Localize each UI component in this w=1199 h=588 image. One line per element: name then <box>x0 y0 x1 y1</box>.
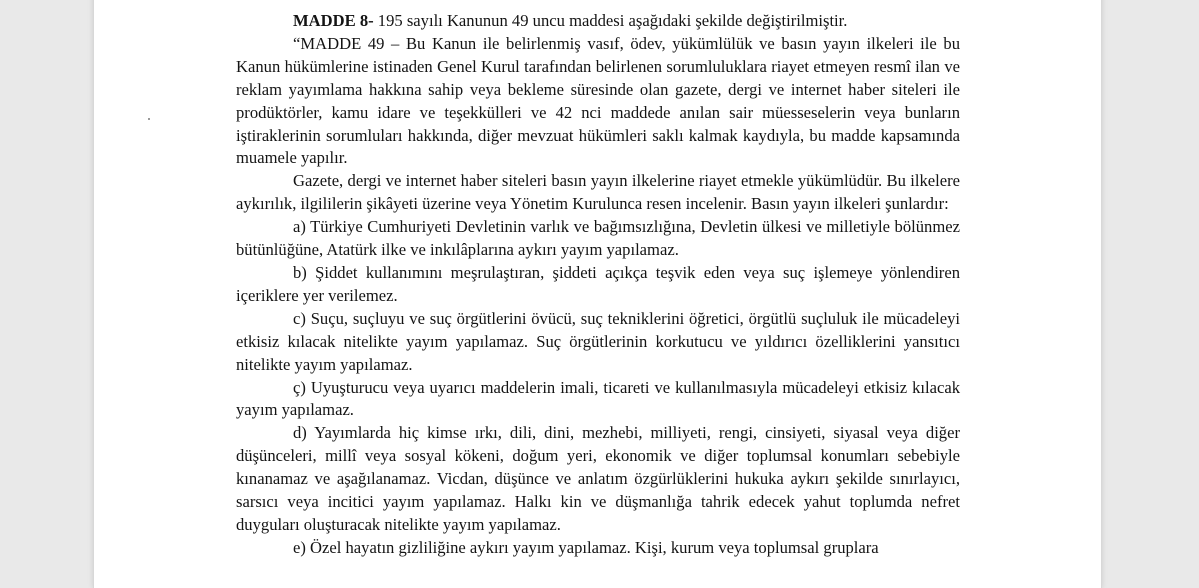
clause-cedilla-c: ç) Uyuşturucu veya uyarıcı maddelerin imali, ticareti ve kullanılmasıyla mücadeleyi etkisiz kılacak yayım yapılamaz. <box>236 377 960 420</box>
document-body <box>236 10 960 560</box>
clause-d: d) Yayımlarda hiç kimse ırkı, dili, dini, mezhebi, milliyeti, rengi, cinsiyeti, siyasal veya diğer düşünceleri, millî veya sosyal kökeni, doğum yeri, ekonomik ve diğer toplumsal konumları sebebiyle kınanamaz ve aşağılanamaz. Vicdan, düşünce ve anlatım özgürlüklerini hukuka aykırı şekilde sınırlayıcı, sarsıcı veya incitici yayım yapılamaz. Halkı kin ve düşmanlığa tahrik edecek yahut toplumda nefret duyguları oluşturacak nitelikte yayım yapılamaz. <box>236 423 960 534</box>
article-label: MADDE 8- <box>293 11 374 30</box>
clause-c: c) Suçu, suçluyu ve suç örgütlerini övücü, suç tekniklerini öğretici, örgütlü suçluluk ile mücadeleyi etkisiz kılacak nitelikte yayım yapılamaz. Suç örgütlerinin korkutucu ve yıldırıcı özelliklerini yansıtıcı nitelikte yayım yapılamaz. <box>236 308 960 374</box>
clause-b: b) Şiddet kullanımını meşrulaştıran, şiddeti açıkça teşvik eden veya suç işlemeye yönlendiren içeriklere yer verilemez. <box>236 262 960 305</box>
article-heading-text: 195 sayılı Kanunun 49 uncu maddesi aşağıdaki şekilde değiştirilmiştir. <box>373 11 848 30</box>
clause-e: e) Özel hayatın gizliliğine aykırı yayım yapılamaz. Kişi, kurum veya toplumsal gruplara <box>293 537 879 557</box>
scan-speck <box>148 118 150 120</box>
paragraph-madde-49: “MADDE 49 – Bu Kanun ile belirlenmiş vasıf, ödev, yükümlülük ve basın yayın ilkeleri ile bu Kanun hükümlerine istinaden Genel Kurul tarafından belirlenen sorumluluklara riayet etmeyen resmî ilan ve reklam yayımlama hakkına sahip veya bekleme süresinde olan gazete, dergi ve internet haber siteleri ile prodüktörler, kamu idare ve teşekkülleri ve 42 nci maddede anılan sair müesseselerin veya bunların iştiraklerinin sorumluları hakkında, diğer mevzuat hükümleri saklı kalmak kaydıyla, bu madde kapsamında muamele yapılır. <box>236 33 960 168</box>
article-heading-line <box>236 10 960 33</box>
paragraph-press-principles-intro: Gazete, dergi ve internet haber siteleri basın yayın ilkelerine riayet etmekle yükümlüdür. Bu ilkelere aykırılık, ilgililerin şikâyeti üzerine veya Yönetim Kurulunca resen incelenir. Basın yayın ilkeleri şunlardır: <box>236 171 960 214</box>
clause-a: a) Türkiye Cumhuriyeti Devletinin varlık ve bağımsızlığına, Devletin ülkesi ve milletiyle bölünmez bütünlüğüne, Atatürk ilke ve inkılâplarına aykırı yayım yapılamaz. <box>236 217 960 260</box>
